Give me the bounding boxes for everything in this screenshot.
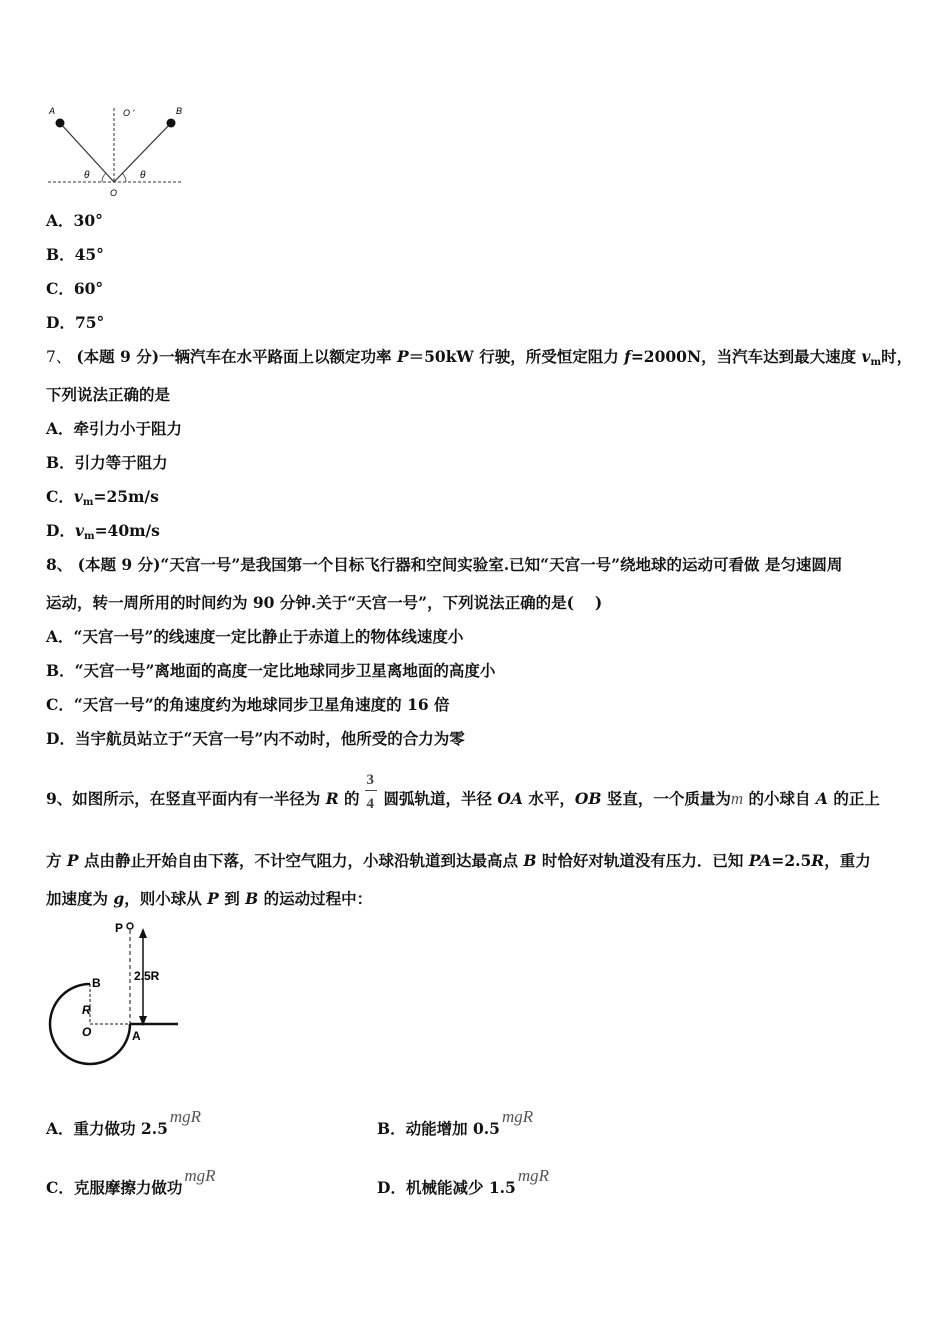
q9-option-c: C．克服摩擦力做功mgR: [46, 1166, 216, 1197]
label-theta-right: θ: [140, 170, 146, 181]
q9-option-d: D．机械能减少 1.5mgR: [377, 1166, 549, 1197]
q6-option-b: B．45°: [46, 245, 104, 264]
q8-option-c: C．“天宫一号”的角速度约为地球同步卫星角速度的 16 倍: [46, 695, 450, 714]
label-R: R: [82, 1003, 91, 1017]
q7-option-b: B．引力等于阻力: [46, 453, 168, 472]
q7-stem: 7、 (本题 9 分)一辆汽车在水平路面上以额定功率 P＝50kW 行驶，所受恒定阻力 f=2000N，当汽车达到最大速度 $v_m$时，: [46, 347, 913, 368]
label-A: A: [132, 1029, 141, 1043]
label-A: A: [49, 106, 56, 116]
label-P: P: [115, 921, 124, 935]
q9-option-a: A．重力做功 2.5mgR: [46, 1107, 202, 1138]
label-height: 2.5R: [134, 969, 160, 983]
label-O: O: [110, 188, 118, 198]
q8-option-a: A．“天宫一号”的线速度一定比静止于赤道上的物体线速度小: [46, 627, 464, 646]
q8-stem: 8、 (本题 9 分)“天宫一号”是我国第一个目标飞行器和空间实验室.已知“天宫一号”绕地球的运动可看做 是匀速圆周: [46, 555, 843, 574]
label-B: B: [176, 106, 183, 116]
label-B: B: [92, 976, 101, 990]
point-P: [127, 923, 133, 929]
q6-option-c: C．60°: [46, 279, 104, 298]
angle-arc-left: [102, 173, 106, 182]
q9-stem-line2: 方 P 点由静止开始自由下落，不计空气阻力，小球沿轨道到达最高点 B 时恰好对轨道没有压力．已知 PA=2.5R，重力: [46, 851, 871, 870]
figure-pendulums: [40, 100, 190, 200]
q7-option-c: C．$v_m=25m/s$: [46, 487, 159, 508]
q8-option-b: B．“天宫一号”离地面的高度一定比地球同步卫星离地面的高度小: [46, 661, 496, 680]
q9-stem: 9、如图所示，在竖直平面内有一半径为 R 的 $\frac{3}{4}$ 圆弧轨道，半径 OA 水平，OB 竖直，一个质量为m 的小球自 A 的正上: [46, 772, 880, 812]
ball-B: [167, 119, 176, 128]
label-theta-left: θ: [84, 170, 90, 181]
q8-stem-line2: 运动，转一周所用的时间约为 90 分钟.关于“天宫一号”，下列说法正确的是( ): [46, 593, 603, 612]
q7-stem-line2: 下列说法正确的是: [46, 385, 171, 404]
q9-stem-line3: 加速度为 g，则小球从 P 到 B 的运动过程中：: [46, 889, 373, 908]
q7-option-a: A．牵引力小于阻力: [46, 419, 183, 438]
q8-option-d: D．当宇航员站立于“天宫一号”内不动时，他所受的合力为零: [46, 729, 465, 748]
angle-arc-right: [122, 173, 126, 182]
arrow-head-up: [139, 928, 147, 938]
figure-circular-track: [40, 916, 190, 1076]
ball-A: [56, 119, 65, 128]
fraction-three-quarters: $\frac{3}{4}$: [365, 789, 377, 811]
q6-option-d: D．75°: [46, 313, 105, 332]
q6-option-a: A．30°: [46, 211, 103, 230]
q9-option-b: B．动能增加 0.5mgR: [377, 1107, 534, 1138]
label-O: O: [82, 1025, 92, 1039]
q7-option-d: D．$v_m=40m/s$: [46, 521, 160, 542]
label-Oprime: O ': [123, 108, 135, 118]
